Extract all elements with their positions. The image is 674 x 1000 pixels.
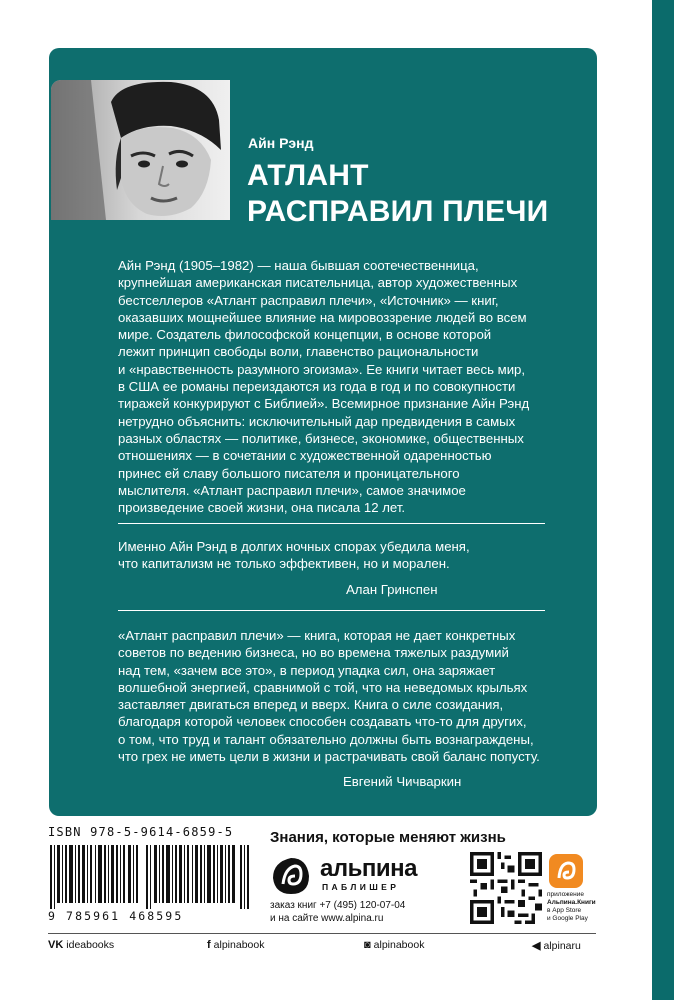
bio-line: оказавших мощнейшее влияние на мировоззрение людей во всем [118,309,527,325]
author-photo [51,80,230,220]
bio-line: и «нравственность разумного эгоизма». Ее книги читает весь мир, [118,361,526,377]
publisher-tagline: Знания, которые меняют жизнь [270,829,506,846]
quote-author: Евгений Чичваркин [343,774,462,789]
quote-line: «Атлант расправил плечи» — книга, которая не дает конкретных [118,628,516,643]
publisher-subtitle: ПАБЛИШЕР [322,882,400,892]
book-title [247,158,587,230]
chichvarkin-quote [118,627,548,765]
telegram-handle: alpinaru [543,939,581,952]
quote-line: благодаря которой человек способен создавать что-то для других, [118,714,527,730]
app-promo [547,891,627,923]
bio-line: разных областях — политике, бизнесе, экономике, общественных [118,430,524,446]
app-promo-line: Альпина.Книги [547,899,596,906]
bio-line: мыслителя. «Атлант расправил плечи», самое значимое [118,482,466,498]
alpina-logo-icon [271,856,311,896]
quote-line: советов по ведению бизнеса, но во времена тяжелых раздумий [118,645,509,661]
author-name: Айн Рэнд [248,135,314,151]
quote-line: волшебной энергией, сравнимой с той, что на неведомых крыльях [118,679,528,695]
app-promo-line: в App Store [547,907,582,914]
app-logo-icon [549,854,583,888]
title-line: АТЛАНТ [247,159,369,192]
bio-line: тиражей конкурируют с Библией». Всемирное признание Айн Рэнд [118,396,530,412]
vk-handle: ideabooks [66,939,115,951]
telegram-icon: ◀ [532,940,541,952]
bio-line: произведение своей жизни, она писала 12 лет. [118,500,406,516]
divider [118,610,545,611]
facebook-handle: alpinabook [213,939,265,951]
author-bio [118,257,550,516]
vk-link[interactable] [48,939,114,951]
quote-line: что грех не иметь цели в жизни и растрачивать свой баланс попусту. [118,749,540,765]
barcode [50,845,250,909]
bio-line: в США ее романы переиздаются из года в год и по совокупности [118,379,516,395]
greenspan-quote [118,538,548,573]
bio-line: нетрудно объяснить: исключительный дар предвидения в самых [118,413,516,429]
app-promo-line: приложение [547,891,584,898]
publisher-name: альпина [320,855,417,882]
quote-line: над тем, «зачем все это», в период упадка сил, она заряжает [118,662,496,678]
quote-line: Именно Айн Рэнд в долгих ночных спорах убедила меня, [118,539,470,554]
facebook-link[interactable] [207,939,264,951]
quote-line: что капитализм не только эффективен, но и морален. [118,556,450,572]
bio-line: принес ей славу большого писателя и проницательного [118,465,460,481]
bio-line: мире. Создатель философской концепции, в основе которой [118,327,492,343]
alpina-books-app-icon [549,854,583,888]
vk-icon: VK [48,939,64,951]
book-spine [652,0,674,1000]
portrait-illustration [51,80,230,220]
bio-line: крупнейшая американская писательница, автор художественных [118,275,518,291]
title-line: РАСПРАВИЛ ПЛЕЧИ [247,195,549,228]
bio-line: Айн Рэнд (1905–1982) — наша бывшая соотечественница, [118,258,479,273]
footer-divider [48,933,596,934]
bio-line: бестселлеров «Атлант расправил плечи», «Источник» — книг, [118,292,499,308]
isbn: ISBN 978-5-9614-6859-5 [48,825,234,839]
order-info [270,899,405,925]
quote-author: Алан Гринспен [346,582,438,597]
bio-line: отношениях — в сочетании с художественной одаренностью [118,448,492,464]
app-promo-line: и Google Play [547,915,588,922]
qr-code [470,852,542,924]
telegram-link[interactable] [532,939,581,952]
facebook-icon: f [207,939,211,951]
order-phone: заказ книг +7 (495) 120-07-04 [270,900,406,911]
quote-line: о том, что труд и талант обязательно должны быть вознаграждены, [118,731,534,747]
quote-line: заставляет двигаться вперед и вверх. Книга о силе созидания, [118,697,504,713]
instagram-link[interactable] [364,939,424,951]
bio-line: лежит принцип свободы воли, главенство рациональности [118,344,479,360]
instagram-handle: alpinabook [373,939,425,951]
order-website: и на сайте www.alpina.ru [270,913,384,924]
barcode-number: 9 785961 468595 [48,909,184,923]
divider [118,523,545,524]
instagram-icon: ◙ [364,939,371,951]
